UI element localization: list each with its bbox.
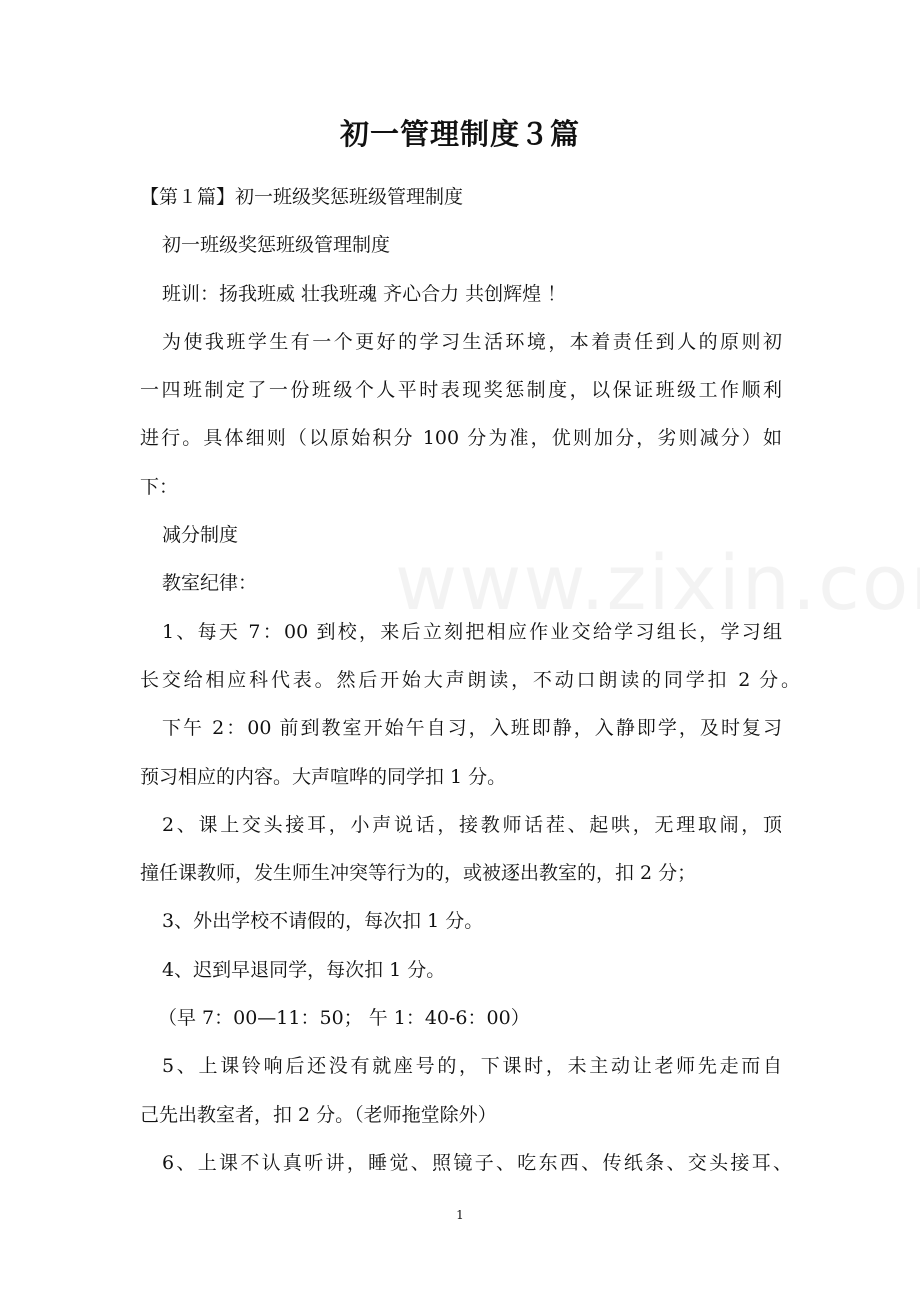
document-title: 初一管理制度３篇 <box>339 117 580 151</box>
paragraph-line: 下： <box>140 476 179 498</box>
paragraph-line: 进行。具体细则（以原始积分 100 分为准，优则加分，劣则减分）如 <box>140 427 782 449</box>
paragraph-line: （早 7：00—11：50； 午 1：40-6：00） <box>158 1007 530 1029</box>
paragraph-line: 撞任课教师，发生师生冲突等行为的，或被逐出教室的，扣 2 分； <box>140 862 697 884</box>
paragraph-line: 为使我班学生有一个更好的学习生活环境，本着责任到人的原则初 <box>162 331 782 353</box>
paragraph-line: 长交给相应科代表。然后开始大声朗读，不动口朗读的同学扣 2 分。 <box>140 669 800 691</box>
paragraph-line: 5、上课铃响后还没有就座号的，下课时，未主动让老师先走而自 <box>162 1055 782 1077</box>
paragraph-line: 3、外出学校不请假的，每次扣 1 分。 <box>162 910 484 932</box>
paragraph-line: 2、课上交头接耳，小声说话，接教师话茬、起哄，无理取闹，顶 <box>162 814 782 836</box>
paragraph-line: 预习相应的内容。大声喧哗的同学扣 1 分。 <box>140 766 507 788</box>
paragraph-line: 己先出教室者，扣 2 分。（老师拖堂除外） <box>140 1104 497 1126</box>
paragraph-line: 班训：扬我班威 壮我班魂 齐心合力 共创辉煌 ！ <box>162 283 567 305</box>
section-heading: 【第１篇】初一班级奖惩班级管理制度 <box>140 186 464 208</box>
paragraph-line: 初一班级奖惩班级管理制度 <box>162 234 391 256</box>
paragraph-line: 下午 2：00 前到教室开始午自习，入班即静，入静即学，及时复习 <box>162 717 782 739</box>
page-number: 1 <box>456 1208 464 1222</box>
subheading: 教室纪律： <box>162 572 258 594</box>
paragraph-line: 6、上课不认真听讲，睡觉、照镜子、吃东西、传纸条、交头接耳、 <box>162 1152 792 1174</box>
paragraph-line: 4、迟到早退同学，每次扣 1 分。 <box>162 959 446 981</box>
subheading: 减分制度 <box>162 524 239 546</box>
paragraph-line: 一四班制定了一份班级个人平时表现奖惩制度，以保证班级工作顺利 <box>140 379 782 401</box>
paragraph-line: 1、每天 7：00 到校，来后立刻把相应作业交给学习组长，学习组 <box>162 621 782 643</box>
